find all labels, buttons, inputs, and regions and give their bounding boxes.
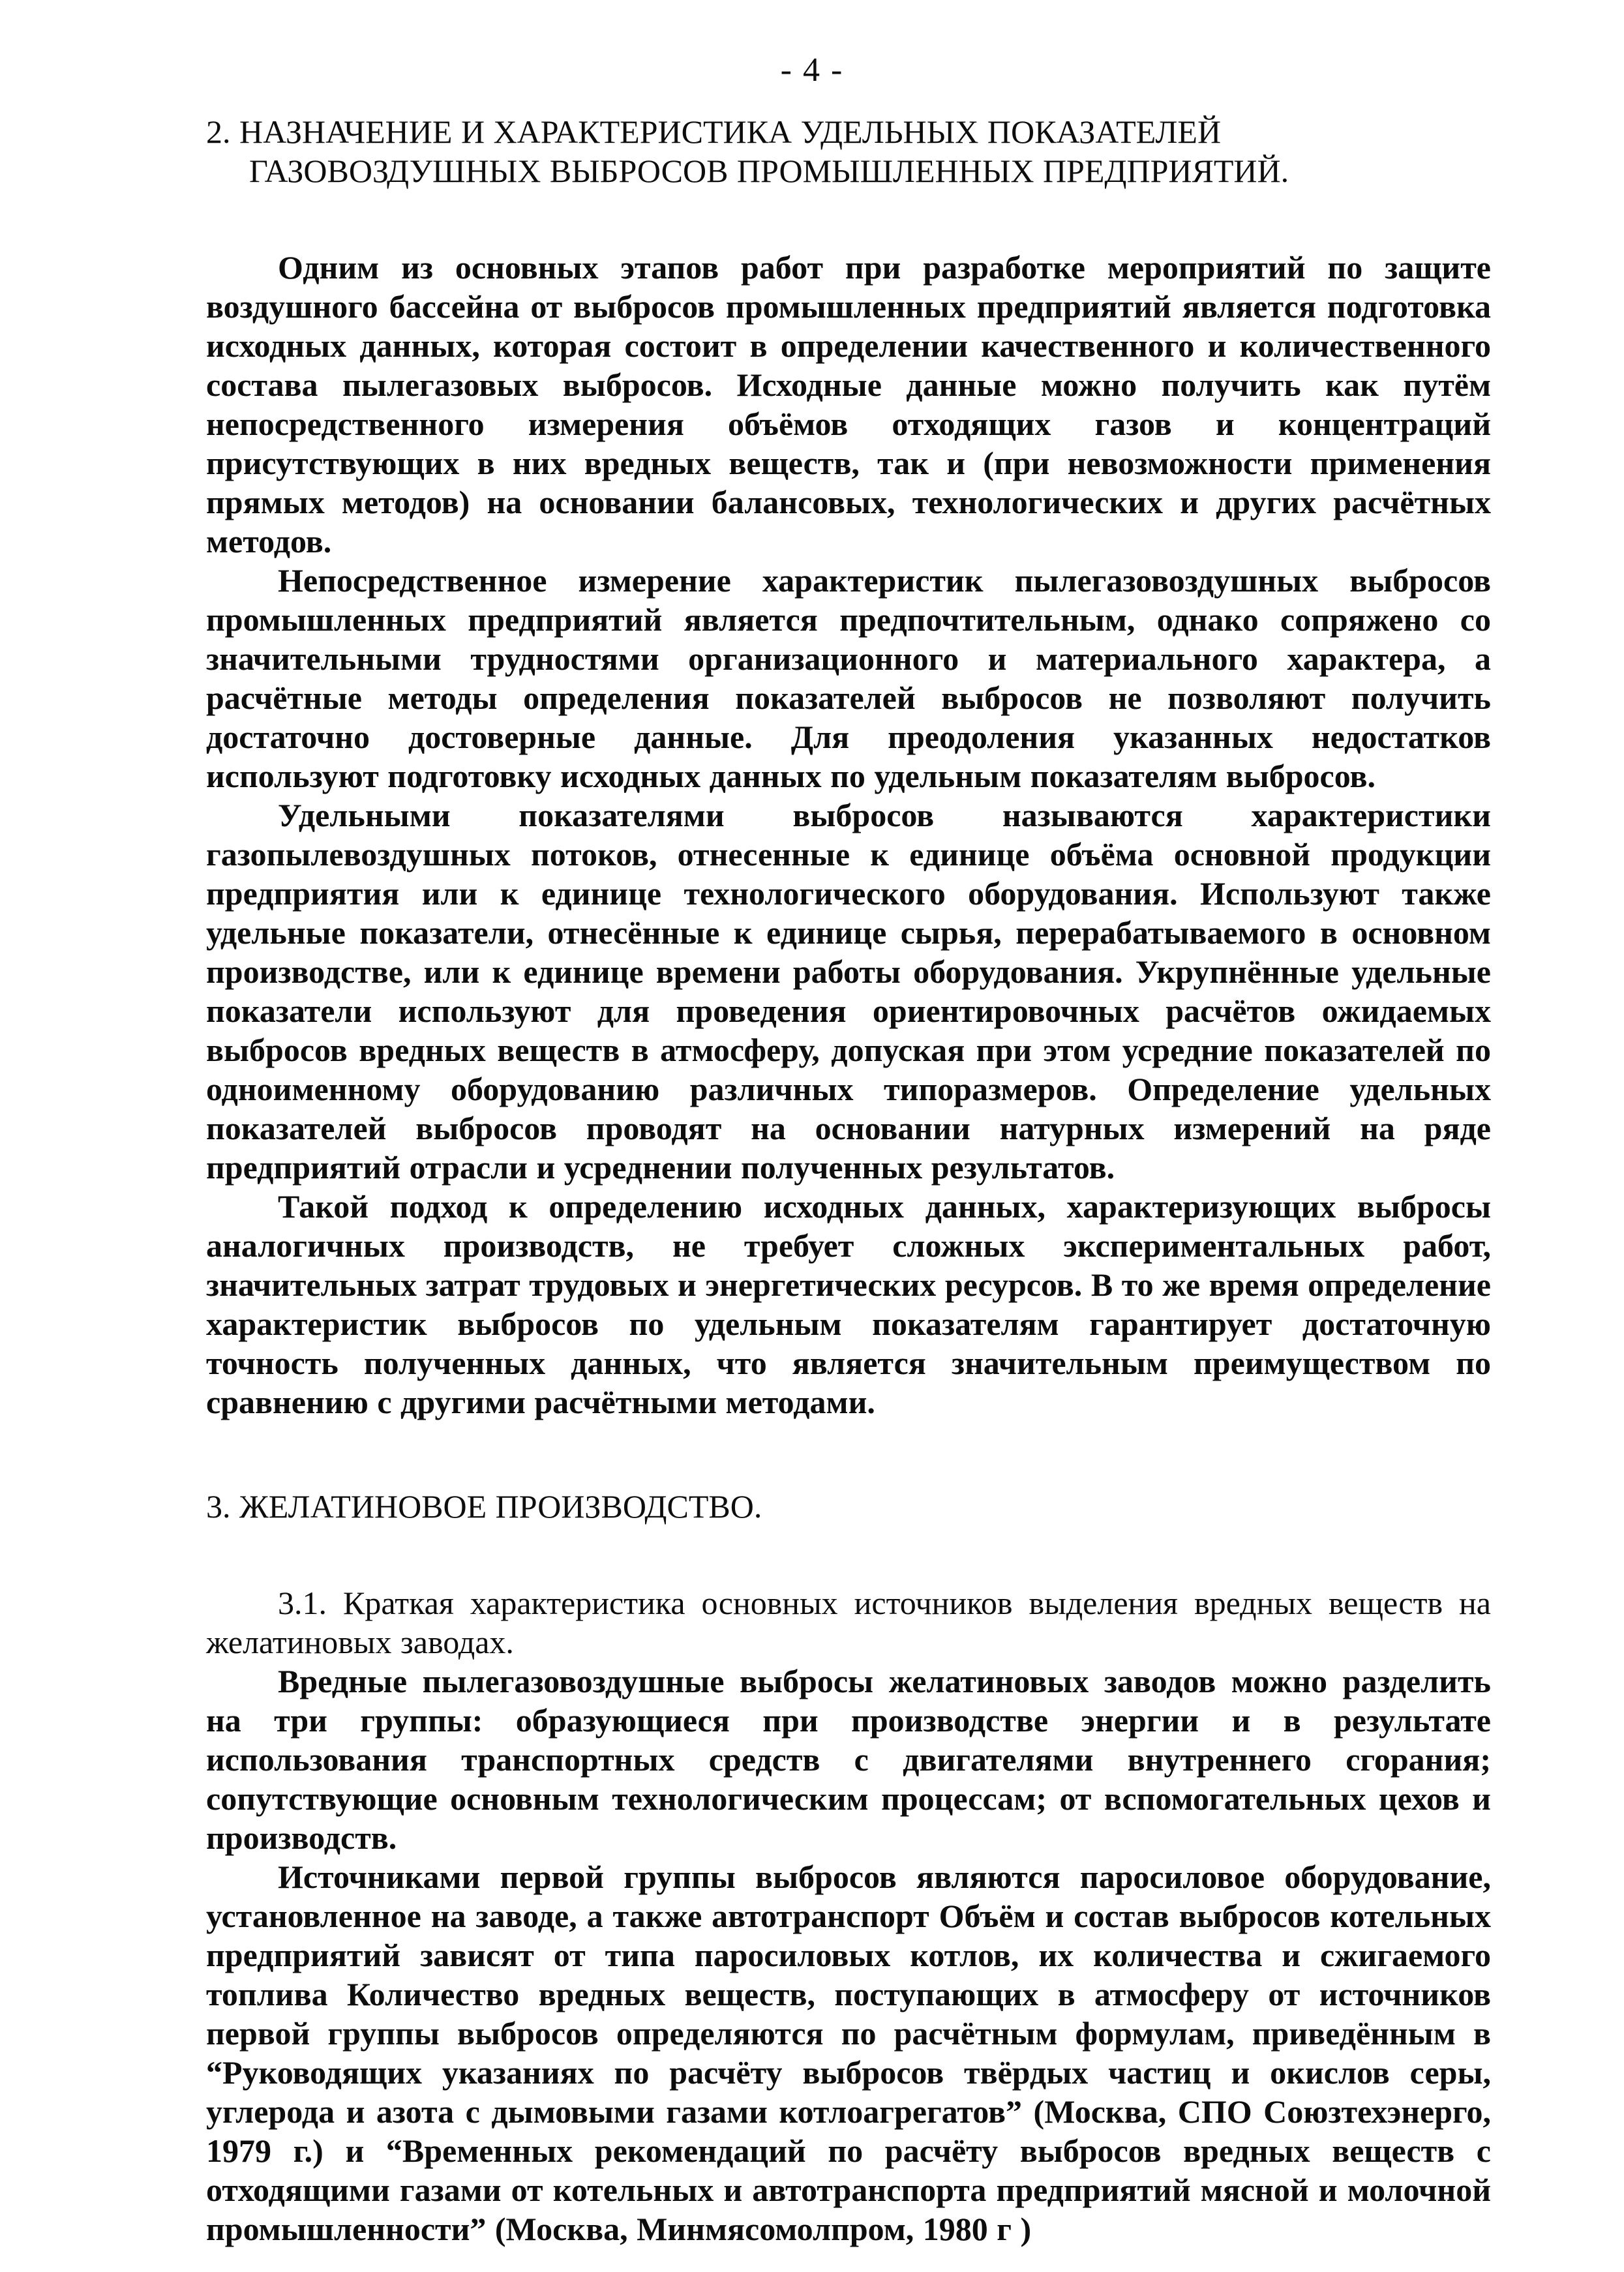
spacer [206, 190, 1491, 248]
section-2-paragraph-3: Удельными показателями выбросов называются характеристики газопылевоздушных потоков, отнесенные к единице объёма основной продукции предприятия или к единице технологического оборудования. Используют также удельные показатели, отнесённые к единице сырья, перерабатываемого в основном производстве, или к единице времени работы оборудования. Укрупнённые удельные показатели используют для проведения ориентировочных расчётов ожидаемых выбросов вредных веществ в атмосферу, допуская при этом усредние показателей по одноименному оборудованию различных типоразмеров. Определение удельных показателей выбросов проводят на основании натурных измерений на ряде предприятий отрасли и усреднении полученных результатов. [206, 797, 1491, 1186]
section-2-paragraph-1: Одним из основных этапов работ при разработке мероприятий по защите воздушного бассейна от выбросов промышленных предприятий является подготовка исходных данных, которая состоит в определении качественного и количественного состава пылегазовых выбросов. Исходные данные можно получить как путём непосредственного измерения объёмов отходящих газов и концентраций присутствующих в них вредных веществ, так и (при невозможности применения прямых методов) на основании балансовых, технологических и других расчётных методов. [206, 249, 1491, 560]
section-3-heading: 3. ЖЕЛАТИНОВОЕ ПРОИЗВОДСТВО. [206, 1488, 762, 1525]
section-3-1-subheading: 3.1. Краткая характеристика основных источников выделения вредных веществ на желатиновых заводах. [206, 1585, 1491, 1660]
section-2-heading [206, 112, 1491, 190]
section-3-paragraph-1: Вредные пылегазовоздушные выбросы желатиновых заводов можно разделить на три группы: образующиеся при производстве энергии и в результате использования транспортных средств с двигателями внутреннего сгорания; сопутствующие основным технологическим процессам; от вспомогательных цехов и производств. [206, 1663, 1491, 1856]
section-2-paragraph-2: Непосредственное измерение характеристик пылегазовоздушных выбросов промышленных предприятий является предпочтительным, однако сопряжено со значительными трудностями организационного и материального характера, а расчётные методы определения показателей выбросов не позволяют получить достаточно достоверные данные. Для преодоления указанных недостатков используют подготовку исходных данных по удельным показателям выбросов. [206, 562, 1491, 794]
section-3-paragraph-2: Источниками первой группы выбросов являются паросиловое оборудование, установленное на заводе, а также автотранспорт Объём и состав выбросов котельных предприятий зависят от типа паросиловых котлов, их количества и сжигаемого топлива Количество вредных веществ, поступающих в атмосферу от источников первой группы выбросов определяются по расчётным формулам, приведённым в “Руководящих указаниях по расчёту выбросов твёрдых частиц и окислов серы, углерода и азота с дымовыми газами котлоагрегатов” (Москва, СПО Союзтехэнерго, 1979 г.) и “Временных рекомендаций по расчёту выбросов вредных веществ с отходящими газами от котельных и автотранспорта предприятий мясной и молочной промышленности” (Москва, Минмясомолпром, 1980 г ) [206, 1859, 1491, 2247]
section-2-paragraph-4: Такой подход к определению исходных данных, характеризующих выбросы аналогичных производств, не требует сложных экспериментальных работ, значительных затрат трудовых и энергетических ресурсов. В то же время определение характеристик выбросов по удельным показателям гарантирует достаточную точность полученных данных, что является значительным преимуществом по сравнению с другими расчётными методами. [206, 1188, 1491, 1420]
spacer [206, 1526, 1491, 1583]
section-2-heading-line-2: ГАЗОВОЗДУШНЫХ ВЫБРОСОВ ПРОМЫШЛЕННЫХ ПРЕДПРИЯТИЙ. [249, 153, 1289, 189]
spacer [206, 1422, 1491, 1487]
page-number: - 4 - [780, 52, 844, 89]
page-content [206, 112, 1491, 2249]
section-2-heading-line-1: 2. НАЗНАЧЕНИЕ И ХАРАКТЕРИСТИКА УДЕЛЬНЫХ ПОКАЗАТЕЛЕЙ [206, 113, 1222, 150]
